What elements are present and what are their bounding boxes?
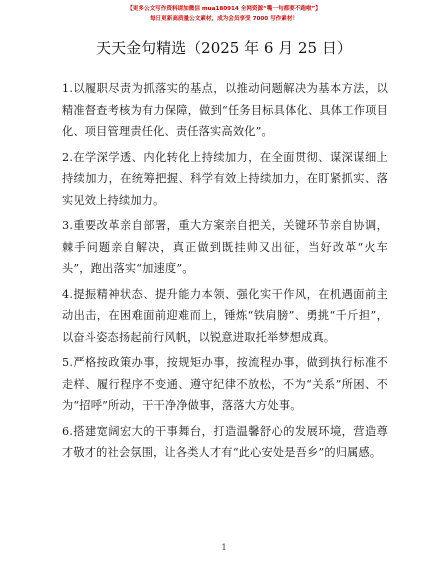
paragraph-1: 1.以履职尽责为抓落实的基点，以推动问题解决为基本方法，以精准督查考核为有力保障，做到“任务目标具体化、具体工作项目化、项目管理责任化、责任落实高效化”。 (62, 82, 388, 138)
banner-line-2: 每日更新高质量公文素材，成为会员享受 7000 写作素材！ (149, 16, 299, 22)
header-banner (0, 4, 448, 24)
paragraph-4: 4.提振精神状态、提升能力本领、强化实干作风，在机遇面前主动出击，在困难面前迎难而上，锤炼“铁肩膀”、勇挑“千斤担”，以奋斗姿态扬起前行风帆，以锐意进取托举梦想成真。 (62, 287, 388, 344)
document-title: 天天金句精选（2025 年 6 月 25 日） (96, 39, 352, 57)
banner-line-1: 【更多公文写作资料请加微信 mua180914 全网资源“嘴一句都要不跑啦”】 (127, 6, 321, 12)
page-number: 1 (221, 543, 227, 552)
paragraph-5: 5.严格按政策办事，按规矩办事，按流程办事，做到执行标准不走样、履行程序不变通、遵守纪律不放松，不为“关系”所困、不为“招呼”所动，干干净净做事，落落大方处事。 (62, 356, 388, 412)
document-body (62, 78, 388, 468)
paragraph-6: 6.搭建宽阔宏大的干事舞台，打造温馨舒心的发展环境，营造尊才敬才的社会氛围，让各类人才有“此心安处是吾乡”的归属感。 (62, 424, 388, 459)
paragraph-2: 2.在学深学透、内化转化上持续加力，在全面贯彻、谋深谋细上持续加力，在统筹把握、科学有效上持续加力，在盯紧抓实、落实见效上持续加力。 (62, 150, 388, 207)
paragraph-3: 3.重要改革亲自部署，重大方案亲自把关，关键环节亲自协调，棘手问题亲自解决，真正做到既挂帅又出征，当好改革“火车头”，跑出落实“加速度”。 (62, 219, 388, 275)
